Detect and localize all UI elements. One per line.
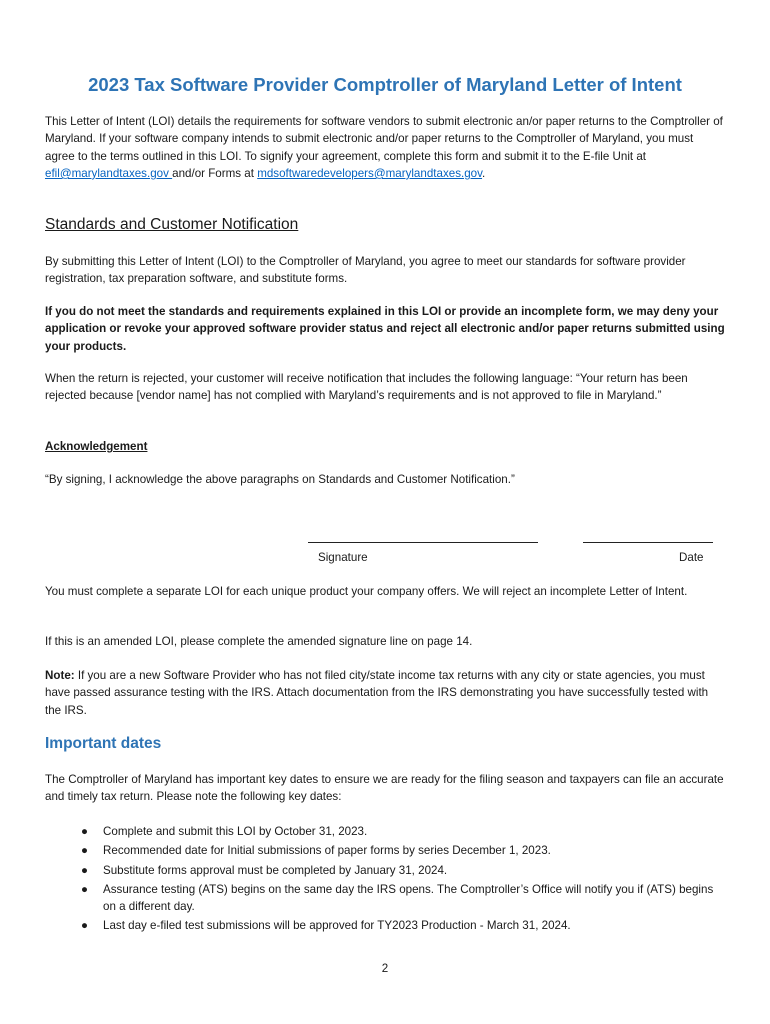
important-dates-heading-block: [45, 735, 725, 753]
note-text: If you are a new Software Provider who has not filed city/state income tax returns with any city or state agencies, you must have passed assurance testing with the IRS. Attach documentation from the IRS demonstrating you have successfully tested with the IRS.: [45, 669, 709, 717]
note-paragraph: [45, 667, 725, 719]
signature-line[interactable]: [308, 542, 538, 543]
forms-email-link[interactable]: mdsoftwaredevelopers@marylandtaxes.gov: [257, 166, 483, 180]
acknowledgement-heading-block: [45, 438, 725, 455]
important-dates-list-block: [45, 823, 725, 935]
separate-loi-paragraph: You must complete a separate LOI for each unique product your company offers. We will reject an incomplete Letter of Intent.: [45, 585, 688, 598]
document-title: 2023 Tax Software Provider Comptroller of Maryland Letter of Intent: [88, 74, 682, 95]
standards-paragraph-1: By submitting this Letter of Intent (LOI) to the Comptroller of Maryland, you agree to meet our standards for software provider registration, tax preparation software, and substitute forms.: [45, 255, 686, 286]
list-item: ● Assurance testing (ATS) begins on the same day the IRS opens. The Comptroller’s Office will notify you if (ATS) begins on a different day.: [81, 882, 714, 914]
list-item: ● Complete and submit this LOI by October 31, 2023.: [45, 823, 725, 840]
note-label: Note:: [45, 669, 75, 682]
intro-text-middle: and/or Forms at: [172, 166, 258, 180]
list-item: ● Recommended date for Initial submissions of paper forms by series December 1, 2023.: [45, 842, 725, 859]
important-dates-heading: Important dates: [45, 735, 162, 752]
list-item: ● Substitute forms approval must be completed by January 31, 2024.: [45, 862, 725, 879]
bullet-icon: ●: [81, 844, 89, 858]
important-dates-list: [45, 823, 725, 935]
date-line[interactable]: [583, 542, 713, 543]
intro-text-after: .: [482, 166, 486, 180]
signature-label: Signature: [318, 551, 368, 564]
acknowledgement-heading: Acknowledgement: [45, 440, 148, 453]
bullet-icon: ●: [81, 882, 89, 896]
standards-heading: Standards and Customer Notification: [45, 216, 299, 233]
important-dates-intro: The Comptroller of Maryland has important key dates to ensure we are ready for the filing season and taxpayers can file an accurate and timely tax return. Please note the following key dates:: [45, 773, 724, 804]
bullet-icon: ●: [81, 919, 89, 933]
page-number: 2: [381, 962, 389, 975]
standards-heading-block: [45, 216, 725, 234]
acknowledgement-quote: “By signing, I acknowledge the above paragraphs on Standards and Customer Notification.”: [45, 473, 515, 486]
amended-loi-paragraph: If this is an amended LOI, please complete the amended signature line on page 14.: [45, 635, 473, 648]
date-label: Date: [679, 551, 704, 564]
standards-warning-paragraph: If you do not meet the standards and requirements explained in this LOI or provide an incomplete form, we may deny your application or revoke your approved software provider status and reject all electronic and/or paper returns submitted using your products.: [45, 305, 725, 353]
bullet-icon: ●: [81, 825, 89, 838]
intro-text-before: This Letter of Intent (LOI) details the requirements for software vendors to submit electronic an/or paper returns to the Comptroller of Maryland. If your software company intends to submit electronic and/or paper returns to the Comptroller of Maryland, you must agree to the terms outlined in this LOI. To signify your agreement, complete this form and submit it to the E-file Unit at: [45, 115, 723, 163]
bullet-icon: ●: [81, 863, 89, 877]
rejection-notice-paragraph: When the return is rejected, your customer will receive notification that includes the following language: “Your return has been rejected because [vendor name] has not complied with Maryland’s requirements and is not approved to file in Maryland.”: [45, 372, 688, 403]
intro-paragraph: [45, 113, 725, 182]
efile-email-link[interactable]: efil@marylandtaxes.gov: [45, 166, 173, 180]
list-item: ● Last day e-filed test submissions will be approved for TY2023 Production - March 31, 2024.: [45, 917, 725, 934]
